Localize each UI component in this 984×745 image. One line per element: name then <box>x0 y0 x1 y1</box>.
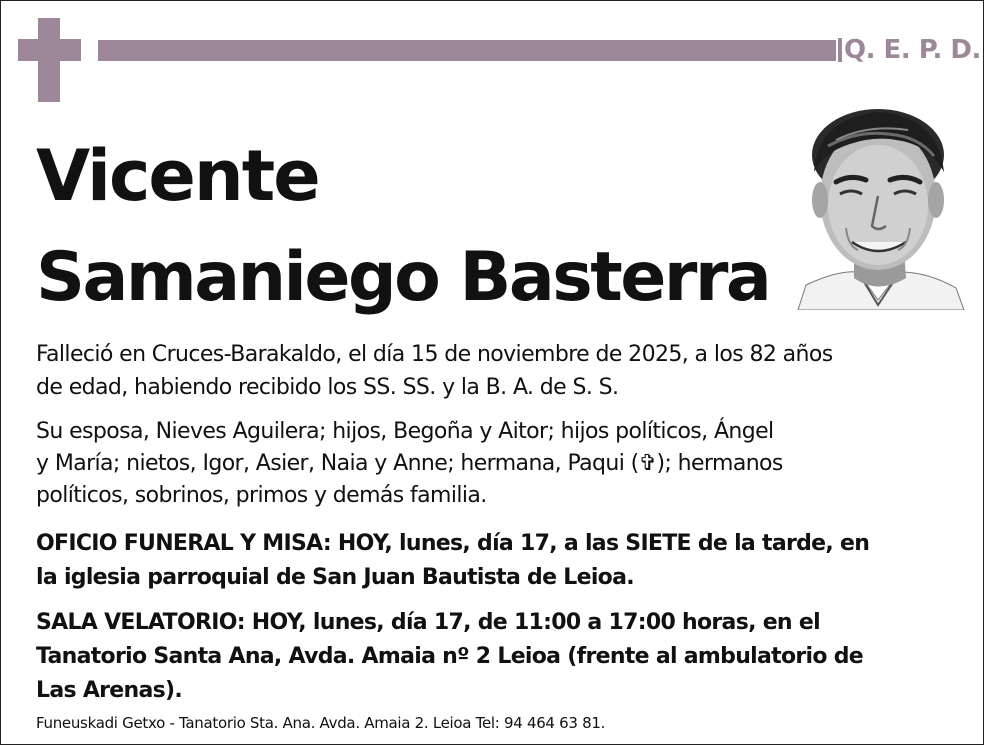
death-notice <box>36 338 948 404</box>
funeral-notice <box>36 527 948 595</box>
family-notice-line: Su esposa, Nieves Aguilera; hijos, Begoña y Aitor; hijos políticos, Ángel <box>36 419 774 444</box>
header-rule-end <box>838 38 842 62</box>
family-notice-text: ); hermanos <box>656 451 783 476</box>
wake-notice <box>36 606 948 708</box>
death-notice-line: Falleció en Cruces-Barakaldo, el día 15 de noviembre de 2025, a los 82 años <box>36 342 833 367</box>
portrait-image <box>788 100 968 310</box>
header-rule <box>98 40 836 61</box>
family-notice-line: políticos, sobrinos, primos y demás familia. <box>36 483 487 508</box>
deceased-first-name: Vicente <box>36 135 319 217</box>
wake-notice-line: SALA VELATORIO: HOY, lunes, día 17, de 11:00 a 17:00 horas, en el <box>36 610 820 635</box>
family-notice <box>36 416 948 512</box>
cross-horizontal-bar <box>18 39 81 61</box>
death-notice-line: de edad, habiendo recibido los SS. SS. y la B. A. de S. S. <box>36 375 619 400</box>
cross-icon: ✞ <box>638 451 657 476</box>
funeral-notice-line: la iglesia parroquial de San Juan Bautista de Leioa. <box>36 565 634 590</box>
family-notice-text: y María; nietos, Igor, Asier, Naia y Anne; hermana, Paqui ( <box>36 451 639 476</box>
funeral-notice-line: OFICIO FUNERAL Y MISA: HOY, lunes, día 17, a las SIETE de la tarde, en <box>36 531 870 556</box>
family-notice-line <box>36 448 948 480</box>
deceased-portrait <box>788 100 968 310</box>
qepd-label: Q. E. P. D. <box>844 35 981 65</box>
funeral-home-footer: Funeuskadi Getxo - Tanatorio Sta. Ana. Avda. Amaia 2. Leioa Tel: 94 464 63 81. <box>36 714 606 732</box>
wake-notice-line: Las Arenas). <box>36 678 183 703</box>
wake-notice-line: Tanatorio Santa Ana, Avda. Amaia nº 2 Leioa (frente al ambulatorio de <box>36 644 864 669</box>
deceased-surnames: Samaniego Basterra <box>36 238 770 317</box>
